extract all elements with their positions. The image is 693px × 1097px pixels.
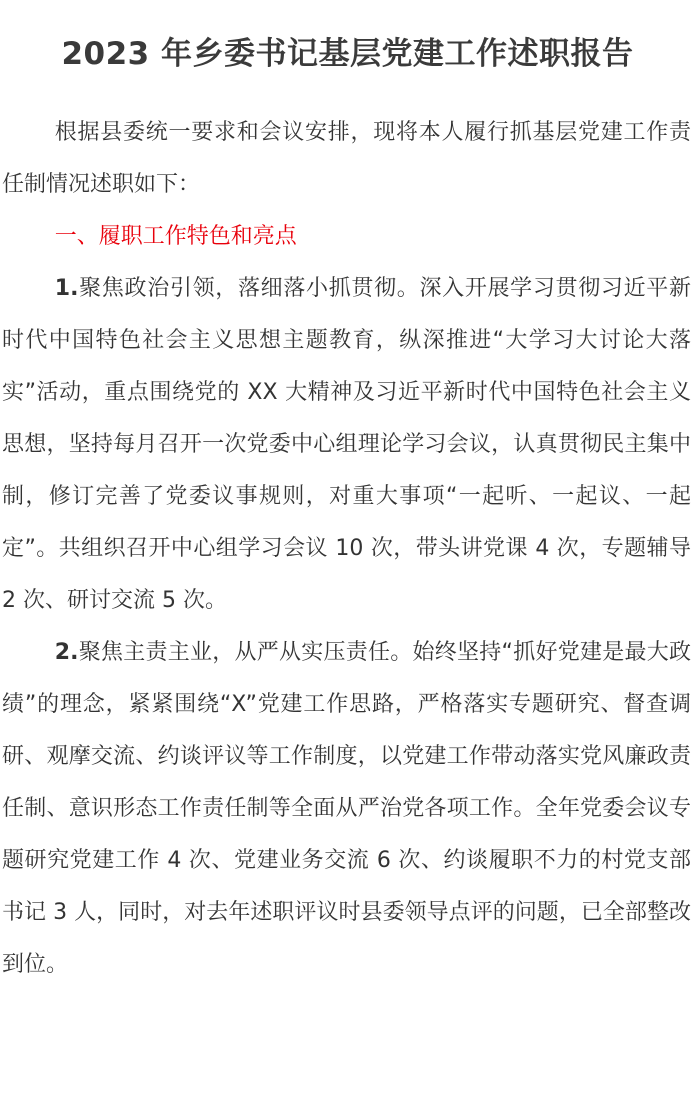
item-1-paragraph: [2, 263, 691, 627]
document-title: 2023 年乡委书记基层党建工作述职报告: [61, 36, 634, 72]
item-2-number: 2.: [54, 640, 79, 665]
intro-paragraph: 根据县委统一要求和会议安排，现将本人履行抓基层党建工作责任制情况述职如下：: [2, 120, 691, 197]
section-heading: 一、履职工作特色和亮点: [54, 224, 297, 249]
item-2-text: 聚焦主责主业，从严从实压责任。始终坚持“抓好党建是最大政绩”的理念，紧紧围绕“X”党建工作思路，严格落实专题研究、督查调研、观摩交流、约谈评议等工作制度，以党建工作带动落实党风廉政责任制、意识形态工作责任制等全面从严治党各项工作。全年党委会议专题研究党建工作 4 次、党建业务交流 6 次、约谈履职不力的村党支部书记 3 人，同时，对去年述职评议时县委领导点评的问题，已全部整改到位。: [2, 640, 691, 977]
item-2-paragraph: [2, 627, 691, 991]
document-body: [2, 107, 693, 991]
item-1-text: 聚焦政治引领，落细落小抓贯彻。深入开展学习贯彻习近平新时代中国特色社会主义思想主题教育，纵深推进“大学习大讨论大落实”活动，重点围绕党的 XX 大精神及习近平新时代中国特色社会主义思想，坚持每月召开一次党委中心组理论学习会议，认真贯彻民主集中制，修订完善了党委议事规则，对重大事项“一起听、一起议、一起定”。共组织召开中心组学习会议 10 次，带头讲党课 4 次，专题辅导 2 次、研讨交流 5 次。: [2, 276, 691, 613]
item-1-number: 1.: [54, 276, 79, 301]
